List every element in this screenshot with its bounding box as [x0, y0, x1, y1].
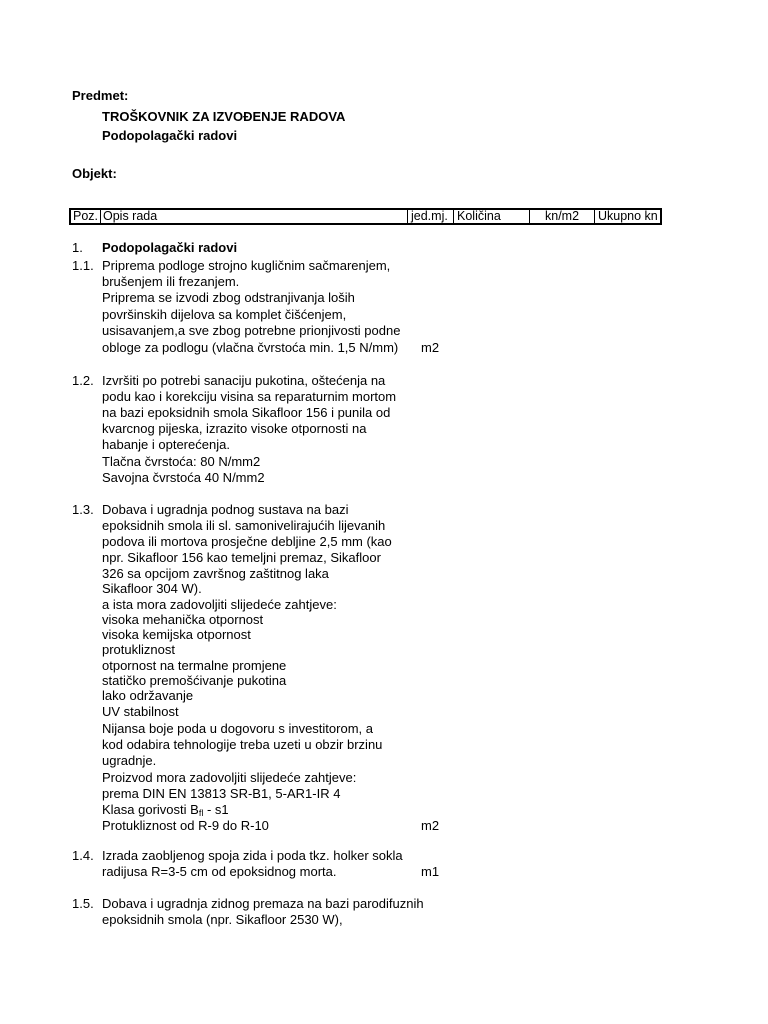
column-divider [529, 210, 530, 223]
column-divider [100, 210, 101, 223]
item-text-line: Priprema podloge strojno kugličnim sačmarenjem, [102, 258, 391, 273]
item-text-line: lako održavanje [102, 688, 194, 703]
col-ukupno: Ukupno kn [598, 209, 658, 223]
section-title: Podopolagački radovi [102, 240, 238, 255]
item-number: 1.2. [72, 373, 94, 388]
item-text-line: Dobava i ugradnja zidnog premaza na bazi parodifuznih [102, 896, 424, 911]
item-text-line: usisavanjem,a sve zbog potrebne prionjivosti podne [102, 323, 401, 338]
item-text-line: visoka mehanička otpornost [102, 612, 264, 627]
col-jed-mj: jed.mj. [411, 209, 448, 223]
item-text-line: prema DIN EN 13813 SR-B1, 5-AR1-IR 4 [102, 786, 341, 801]
klasa-subscript: fl [198, 808, 204, 818]
item-text-line: a ista mora zadovoljiti slijedeće zahtjeve: [102, 597, 337, 612]
column-divider [407, 210, 408, 223]
section-number: 1. [72, 240, 83, 255]
item-text-line: Sikafloor 304 W). [102, 581, 202, 596]
item-text-line: ugradnje. [102, 753, 157, 768]
item-text-line: površinskih dijelova sa komplet čišćenjem, [102, 307, 347, 322]
item-text-line: brušenjem ili frezanjem. [102, 274, 240, 289]
item-text-line: visoka kemijska otpornost [102, 627, 251, 642]
item-text-line: Priprema se izvodi zbog odstranjivanja loših [102, 290, 355, 305]
item-text-line: radijusa R=3-5 cm od epoksidnog morta. [102, 864, 337, 879]
item-text-line: epoksidnih smola (npr. Sikafloor 2530 W), [102, 912, 343, 927]
item-text-line: Tlačna čvrstoća: 80 N/mm2 [102, 454, 261, 469]
column-header-table [69, 208, 662, 225]
item-text-line: podu kao i korekciju visina sa reparaturnim mortom [102, 389, 397, 404]
objekt-label: Objekt: [72, 166, 117, 181]
col-kn-m2: kn/m2 [545, 209, 580, 223]
col-opis-rada: Opis rada [103, 209, 158, 223]
item-unit: m2 [421, 340, 440, 355]
predmet-label: Predmet: [72, 88, 129, 103]
column-divider [453, 210, 454, 223]
item-number: 1.4. [72, 848, 94, 863]
item-text-line: na bazi epoksidnih smola Sikafloor 156 i punila od [102, 405, 391, 420]
item-number: 1.3. [72, 502, 94, 517]
item-text-line: Nijansa boje poda u dogovoru s investitorom, a [102, 721, 373, 736]
column-divider [594, 210, 595, 223]
klasa-suffix: - s1 [203, 802, 229, 817]
item-unit: m1 [421, 864, 440, 879]
col-kolicina: Količina [457, 209, 501, 223]
item-text-line: npr. Sikafloor 156 kao temeljni premaz, Sikafloor [102, 550, 381, 565]
item-text-line: kvarcnog pijeska, izrazito visoke otpornosti na [102, 421, 367, 436]
col-poz: Poz. [73, 209, 99, 223]
item-unit: m2 [421, 818, 440, 833]
document-title: TROŠKOVNIK ZA IZVOĐENJE RADOVA [102, 109, 346, 124]
item-text-line: epoksidnih smola ili sl. samonivelirajućih lijevanih [102, 518, 386, 533]
item-text-line: kod odabira tehnologije treba uzeti u obzir brzinu [102, 737, 383, 752]
item-number: 1.5. [72, 896, 94, 911]
item-text-line: otpornost na termalne promjene [102, 658, 287, 673]
item-text-line: UV stabilnost [102, 704, 179, 719]
item-text-line: Protukliznost od R-9 do R-10 [102, 818, 269, 833]
klasa-prefix: Klasa gorivosti B [102, 802, 199, 817]
item-text-line: Izrada zaobljenog spoja zida i poda tkz. holker sokla [102, 848, 403, 863]
item-number: 1.1. [72, 258, 94, 273]
item-text-line: Dobava i ugradnja podnog sustava na bazi [102, 502, 349, 517]
item-text-line: Izvršiti po potrebi sanaciju pukotina, oštećenja na [102, 373, 386, 388]
item-text-line: Proizvod mora zadovoljiti slijedeće zahtjeve: [102, 770, 357, 785]
item-text-line: 326 sa opcijom završnog zaštitnog laka [102, 566, 329, 581]
item-text-line: habanje i opterećenja. [102, 437, 230, 452]
item-text-line: protukliznost [102, 642, 175, 657]
item-text-line: podova ili mortova prosječne debljine 2,5 mm (kao [102, 534, 392, 549]
item-text-line: obloge za podlogu (vlačna čvrstoća min. 1,5 N/mm) [102, 340, 399, 355]
document-subtitle: Podopolagački radovi [102, 128, 238, 143]
item-text-line: statičko premošćivanje pukotina [102, 673, 287, 688]
item-text-line: Savojna čvrstoća 40 N/mm2 [102, 470, 265, 485]
